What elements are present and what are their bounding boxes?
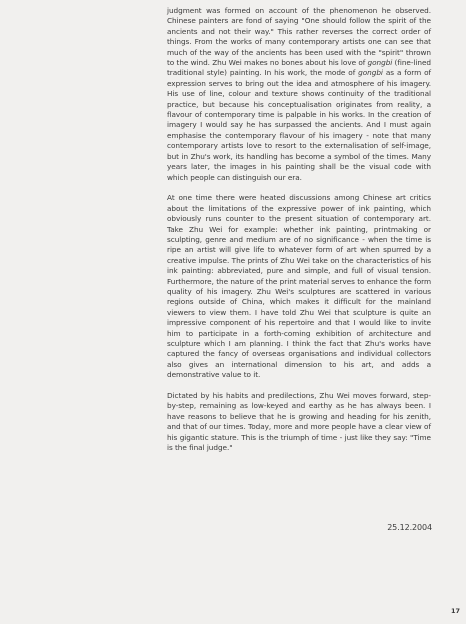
article-body (167, 6, 431, 453)
paragraph-1-text-c: (fine-lined traditional style) painting. In his work, the mode of (167, 58, 431, 78)
article-date: 25.12.2004 (387, 523, 432, 532)
paragraph-1-text-e: as a form of expression serves to bring out the idea and atmosphere of his imagery. His use of line, colour and texture shows continuity of the traditional practice, but because his conceptualisation originates from reality, a flavour of contemporary time is palpable in his works. In the creation of imagery I would say he has surpassed the ancients. And I must again emphasise the contemporary flavour of his imagery - note that many contemporary artists love to resort to the externalisation of self-image, but in Zhu's work, its handling has become a symbol of the times. Many years later, the images in his painting shall be the visual code with which people can distinguish our era. (167, 68, 431, 182)
paragraph-1 (167, 6, 431, 183)
page-number: 17 (450, 607, 460, 615)
paragraph-2: At one time there were heated discussions among Chinese art critics about the limitations of the expressive power of ink painting, which obviously runs counter to the present situation of contemporary art. Take Zhu Wei for example: whether ink painting, printmaking or sculpting, genre and medium are of no significance - when the time is ripe an artist will give life to whatever form of art when spurred by a creative impulse. The prints of Zhu Wei take on the characteristics of his ink painting: abbreviated, pure and simple, and full of visual tension. Furthermore, the nature of the print material serves to enhance the form quality of his imagery. Zhu Wei's sculptures are scattered in various regions outside of China, which makes it difficult for the mainland viewers to view them. I have told Zhu Wei that sculpture is quite an impressive component of his repertoire and that I would like to invite him to participate in a forth-coming exhibition of architecture and sculpture which I am planning. I think the fact that Zhu's works have captured the fancy of overseas organisations and individual collectors also gives an international dimension to his art, and adds a demonstrative value to it. (167, 193, 431, 380)
gongbi-term: gongbi (367, 58, 393, 68)
paragraph-3: Dictated by his habits and predilections, Zhu Wei moves forward, step-by-step, remaining as low-keyed and earthy as he has always been. I have reasons to believe that he is growing and heading for his zenith, and that of our times. Today, more and more people have a clear view of his gigantic stature. This is the triumph of time - just like they say: "Time is the final judge." (167, 391, 431, 453)
paragraph-1-text-a: judgment was formed on account of the phenomenon he observed. Chinese painters are fond of saying "One should follow the spirit of the ancients and not their way." This rather reverses the correct order of things. From the works of many contemporary artists one can see that much of the way of the ancients has been used with the "spirit" thrown to the wind. Zhu Wei makes no bones about his love of (167, 6, 431, 68)
gongbi-term: gongbi (358, 68, 383, 78)
